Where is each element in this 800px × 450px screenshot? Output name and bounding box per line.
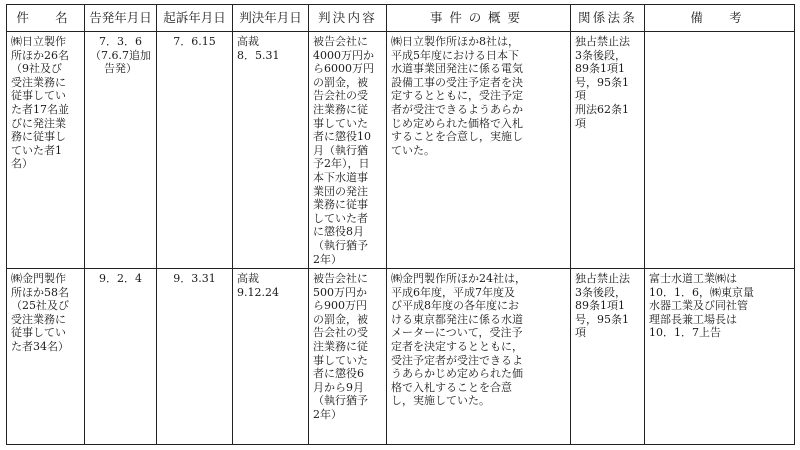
header-remarks: 備 考 — [645, 5, 795, 32]
cell-related-law: 独占禁止法 3条後段， 89条1項1 号，95条1 項 — [571, 269, 645, 445]
header-accusation-date: 告発年月日 — [85, 5, 157, 32]
cell-case-name: ㈱日立製作 所ほか26名 （9社及び 受注業務に 従事してい た者17名並 びに発注業 務に従事し ていた者1 名） — [7, 32, 85, 269]
cell-accusation-date: 9．2．4 — [85, 269, 157, 445]
cell-remarks — [645, 32, 795, 269]
cell-remarks: 富士水道工業㈱は 10．1．6，㈱東京量 水器工業及び同社管 理部長兼工場長は 10．1．7上告 — [645, 269, 795, 445]
header-case-name: 件 名 — [7, 5, 85, 32]
header-row — [7, 5, 795, 32]
cell-case-summary: ㈱金門製作所ほか24社は， 平成6年度，平成7年度及 び平成8年度の各年度にお ける東京都発注に係る水道 メーターについて，受注予 定者を決定するとともに， 受注予定者が受注できるよ うあらかじめ定められた価 格で入札することを合意 し，実施していた。 — [387, 269, 571, 445]
header-related-law: 関係法条 — [571, 5, 645, 32]
cell-indictment-date: 9．3.31 — [157, 269, 233, 445]
cell-related-law: 独占禁止法 3条後段， 89条1項1 号，95条1 項 刑法62条1 項 — [571, 32, 645, 269]
table-row — [7, 32, 795, 269]
cell-indictment-date: 7．6.15 — [157, 32, 233, 269]
header-judgment-date: 判決年月日 — [233, 5, 309, 32]
cell-judgment-date: 高裁 9.12.24 — [233, 269, 309, 445]
header-judgment-content: 判決内容 — [309, 5, 387, 32]
table-row — [7, 269, 795, 445]
cell-case-name: ㈱金門製作 所ほか58名 （25社及び 受注業務に 従事してい た者34名） — [7, 269, 85, 445]
header-case-summary: 事件の概要 — [387, 5, 571, 32]
case-table-page — [6, 4, 794, 444]
cell-accusation-date: 7．3．6 （7.6.7追加 告発） — [85, 32, 157, 269]
cell-judgment-content: 被告会社に 4000万円か ら6000万円 の罰金，被 告会社の受 注業務に従 事していた 者に懲役10 月（執行猶 予2年），日 本下水道事 業団の発注 業務に従事 していた者 に懲役8月 （執行猶予 2年） — [309, 32, 387, 269]
cell-judgment-content: 被告会社に 500万円か ら900万円 の罰金，被 告会社の受 注業務に従 事していた 者に懲役6 月から9月 （執行猶予 2年） — [309, 269, 387, 445]
header-indictment-date: 起訴年月日 — [157, 5, 233, 32]
criminal-accusation-table — [6, 4, 795, 445]
cell-judgment-date: 高裁 8．5.31 — [233, 32, 309, 269]
cell-case-summary: ㈱日立製作所ほか8社は， 平成5年度における日本下 水道事業団発注に係る電気 設備工事の受注予定者を決 定するとともに，受注予定 者が受注できるようあらか じめ定められた価格で入札 することを合意し，実施し ていた。 — [387, 32, 571, 269]
